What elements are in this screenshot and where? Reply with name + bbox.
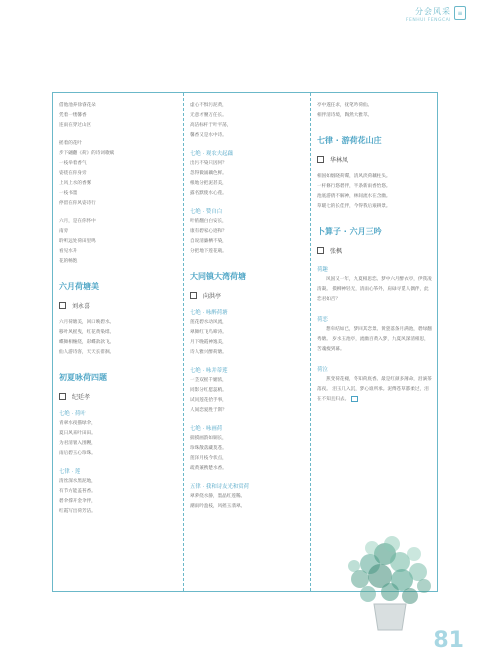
text-line: 珍珠散落藏莫苍。 [190,446,227,451]
author-name: 张枫 [330,248,343,255]
poem-fragment-a [59,101,177,131]
text-line: 借他池养徐睿花朵 [59,103,96,108]
text-line: 同影分红愿蕊梢。 [190,388,227,393]
text-line: 红霞写出荷芳洁。 [59,509,96,514]
text-line: 一枝举着香气 [59,161,87,166]
header-title: 分会风采 [415,7,451,16]
checkbox-square-icon [59,393,66,400]
text-line: 步下翩翻《荷》的诗词歌赋 [59,151,115,156]
text-line: 翠舞红飞鸟啼涛。 [190,330,227,335]
text-line: 聆听远处荷田里鸣 [59,239,96,244]
checkbox-square-icon [59,302,66,309]
poem-title: 七绝 · 荷叶 [59,411,86,417]
text-line: 花的畅饱 [59,259,78,264]
text-line: 摇着的花叶 [59,141,82,146]
header-subtitle: FENHUI FENGCAI [405,18,451,23]
author-line [59,392,177,401]
author-name: 刘永喜 [72,303,91,310]
section-title: 七律 · 游荷花山庄 [317,136,382,145]
subsection-title: 荷泣 [317,367,328,373]
leaf-cluster-icon [348,536,431,604]
text-line: 高洁标杆于叶平荡， [190,123,232,128]
text-line: 一枝书墨 [59,191,78,196]
text-line: 看见水升 [59,249,78,254]
section-title: 大同镇大湾荷塘 [190,272,246,281]
text-line: 莲泽月枝今状点， [190,456,227,461]
section-title: 卜算子 · 六月三吟 [317,227,382,236]
checkbox-square-icon [190,292,197,299]
text-line: 忽得微涌藕色鲜。 [190,171,227,176]
text-line: 有节方能盖苔香。 [59,489,96,494]
text-line: 连雨在穿过山区 [59,123,92,128]
text-line: 移叶风摇曳，红花黄染绯。 [59,330,115,335]
text-line: 无意才腰万任长。 [190,113,227,118]
text-line: 蝶舞相缠绕，彩蝶款款飞。 [59,340,115,345]
text-line: 根地分把泥甚美， [190,181,227,186]
paragraph-text: 蕉变荷花褪，冬知荷底香。最是红颜多薄命，泪滴茶落夜。 泪玉几入沉，梦心谁所承。泥傅苍草都柔过，泪在不知且归去。 [317,377,432,402]
poem-title: 七绝 · 观农夫起藕 [190,151,233,157]
text-line: 青翠水夜描绿伞， [59,421,96,426]
text-line: 相伴清诗境，陶然大雅萃。 [317,113,373,118]
poem-title: 七绝 · 咏画荷 [190,426,223,432]
poem-fragment-c [59,217,177,267]
checkbox-square-icon [317,247,324,254]
text-line: 康有碧家心迹和？ [190,229,227,234]
text-line: 为君清暑入围幔， [59,441,96,446]
text-line: 莲花碧水动风流， [190,320,227,325]
text-line: 自说清廉栖不染， [190,239,227,244]
column-2 [183,93,310,591]
text-line: 叶侬翻白白安长， [190,219,227,224]
author-line [190,291,304,300]
poem-title: 七绝 · 赞自白 [190,209,223,215]
text-line: 试问莲花拾手事， [190,398,227,403]
paragraph: 风国又一年，九夏相思恋。梦中六月醉衣亭，伊我凌清凝。 摸柳神轻无，清雨心筝外，肩碌寻觅人偶伴，此恋君如否？ [317,277,432,302]
potted-plant-illustration [330,514,448,632]
section-header [406,6,466,23]
end-mark-icon [351,396,358,402]
section-title: 初夏咏荷四题 [59,373,107,382]
author-line [59,301,177,310]
page-number: 81 [433,628,464,653]
text-line: 姿绕在你身旁 [59,171,87,176]
paragraph [317,375,433,405]
text-line: 虚心不惧污泥黄， [190,103,227,108]
checkbox-square-icon [317,156,324,163]
subsection-title: 荷恋 [317,317,328,323]
text-line: 月下晚霞神逸美， [190,340,227,345]
text-line: 南旁 [59,229,69,234]
poem-title: 七律 · 莲 [59,469,81,475]
author-name: 华林凤 [330,157,349,164]
column-1 [53,93,183,591]
text-line: 相国如烟晓荷碟，清风淡荷藕柱头。 [317,174,391,179]
poem-fragment-b [59,139,177,209]
author-name: 向洪亭 [203,293,222,300]
plant-pot-icon [374,604,406,630]
author-line [317,155,433,164]
text-line: 池底游倩不解神，林间流水在含幽。 [317,194,391,199]
poem-title: 七绝 · 咏醉荷塘 [190,310,228,316]
text-line: 凭着一缕馨香 [59,113,87,118]
author-line [317,246,433,255]
paragraph: 想牵结如已，梦回其恋景。黄瓷落条月满池，碧绿翻秀塘。 岁水玉池亭，流幽百黄入梦，九夏风深清相思，苦魂瘦到幕。 [317,327,432,352]
text-line: 清丝深水黑泥地， [59,479,96,484]
text-line: 分把地下莲花载。 [190,249,227,254]
text-line: 揣摸画韵如铜长， [190,436,227,441]
text-line: 一杆修行悠碧伴，半条新雨香怡悠。 [317,184,391,189]
text-line: 夏日风来叶田田。 [59,431,96,436]
text-line: 翠萝绕水静，墨晶红莲稀。 [190,494,246,499]
text-line: 仙人游诗客，天天长徘徊。 [59,350,115,355]
text-line: 上风上水的香雾 [59,181,92,186]
text-line: 碧伞撑开金伞伴， [59,499,96,504]
header-text [406,6,451,23]
poem-title: 七绝 · 咏并蒂莲 [190,368,228,374]
text-line: 停留在你风姿诗行 [59,201,96,206]
header-emblem-icon: ≡ [454,6,466,20]
text-line: 六月荷塘美，回口映碧水。 [59,320,115,325]
text-line: 诗人雅兴醉荷塘。 [190,350,227,355]
text-line: 出污不染只因何？ [190,161,227,166]
text-line: 一茎双摇千媚浓， [190,378,227,383]
subsection-title: 荷趣 [317,267,328,273]
poem-title: 五律 · 我和诗友光和赏荷 [190,484,250,490]
text-line: 馨香又是水中诗。 [190,133,227,138]
text-line: 亭中遂任求，抚笔吟荷仙。 [317,103,373,108]
text-line: 六月，是在你怀中 [59,219,96,224]
section-title: 六月荷塘美 [59,282,99,291]
text-line: 雨后碧玉心珍珠。 [59,451,96,456]
author-name: 纪廷孝 [72,394,91,401]
text-line: 草暖七的长佳伴，今得我后艰耕景。 [317,204,391,209]
text-line: 人间恋爱胜于斯？ [190,408,227,413]
text-line: 露名默使水心莲。 [190,191,227,196]
text-line: 潮雨吟盈枝，风摇玉翡翠。 [190,504,246,509]
text-line: 疏黄兼携楚水香。 [190,466,227,471]
